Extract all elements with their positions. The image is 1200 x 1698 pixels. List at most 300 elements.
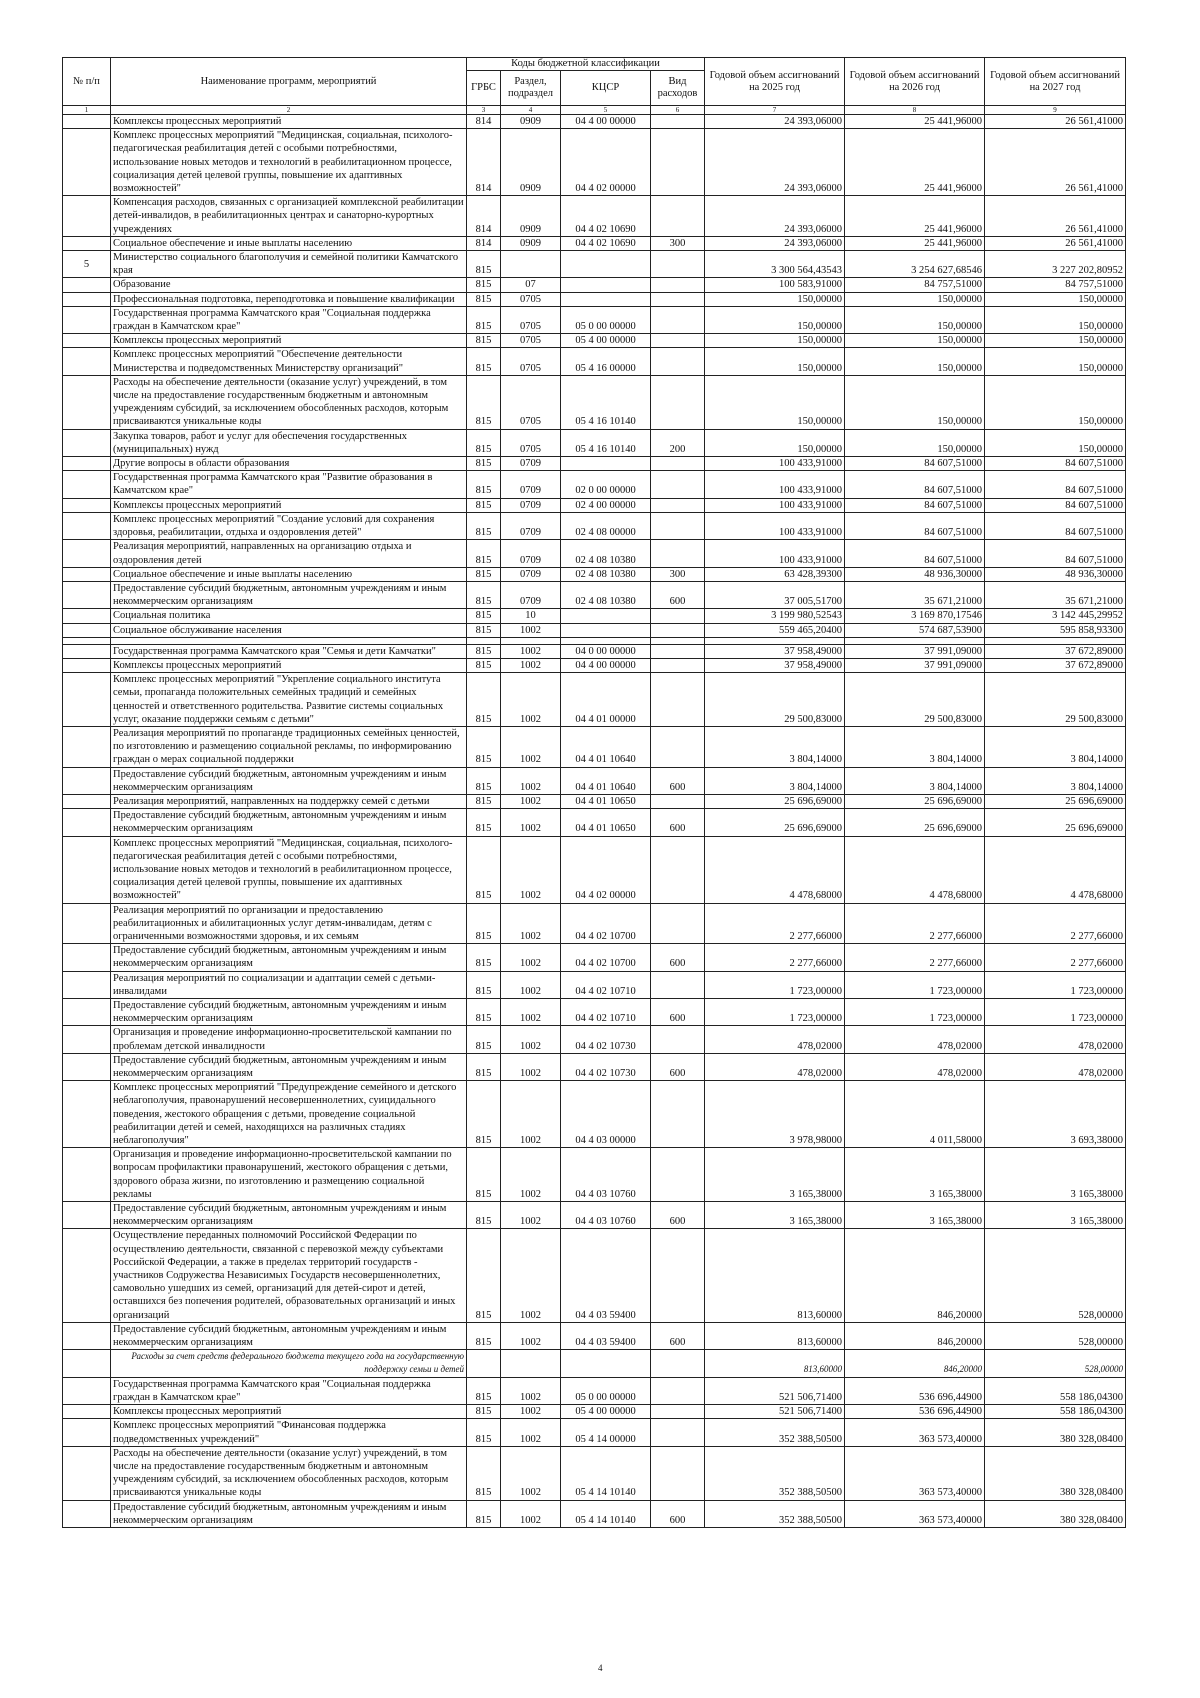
row-number-cell [63,794,111,808]
row-2027-cell: 84 607,51000 [985,471,1126,498]
row-2027-cell: 37 672,89000 [985,658,1126,672]
row-2026-cell: 150,00000 [845,334,985,348]
table-row [63,1202,1126,1229]
row-name-cell: Комплексы процессных мероприятий [111,498,467,512]
budget-page [62,57,1125,1528]
row-razdel-cell: 1002 [501,836,561,903]
col-number-header: № п/п [63,58,111,106]
row-2026-cell: 25 696,69000 [845,794,985,808]
row-razdel-cell: 1002 [501,1202,561,1229]
row-razdel-cell: 1002 [501,794,561,808]
row-kcsr-cell: 05 4 16 00000 [561,348,651,375]
row-razdel-cell: 0909 [501,129,561,196]
row-2027-cell: 48 936,30000 [985,567,1126,581]
row-name-cell: Государственная программа Камчатского края "Развитие образования в Камчатском крае" [111,471,467,498]
row-vid-cell [651,673,705,727]
row-2025-cell: 100 583,91000 [705,278,845,292]
row-2026-cell: 536 696,44900 [845,1405,985,1419]
col-name-header: Наименование программ, мероприятий [111,58,467,106]
spacer-cell [985,637,1126,644]
row-vid-cell [651,1229,705,1322]
row-2027-cell: 26 561,41000 [985,196,1126,237]
row-grbs-cell: 815 [467,581,501,608]
row-number-cell [63,658,111,672]
table-row [63,794,1126,808]
row-grbs-cell: 815 [467,999,501,1026]
row-kcsr-cell: 04 4 00 00000 [561,658,651,672]
row-2025-cell: 150,00000 [705,306,845,333]
row-grbs-cell: 815 [467,429,501,456]
row-razdel-cell: 0705 [501,306,561,333]
row-number-cell [63,1405,111,1419]
row-grbs-cell: 815 [467,644,501,658]
row-vid-cell [651,1148,705,1202]
row-name-cell: Государственная программа Камчатского края "Социальная поддержка граждан в Камчатском крае" [111,1377,467,1404]
row-name-cell: Реализация мероприятий по организации и предоставлению реабилитационных и абилитационных услуг детям-инвалидам, детям с ограниченными возможностями здоровья, и их семьям [111,903,467,944]
table-row [63,581,1126,608]
row-kcsr-cell: 04 4 02 10700 [561,903,651,944]
row-2027-cell: 3 693,38000 [985,1081,1126,1148]
row-number-cell [63,581,111,608]
row-vid-cell: 600 [651,1202,705,1229]
row-2025-cell: 813,60000 [705,1350,845,1377]
row-kcsr-cell: 04 4 02 10700 [561,944,651,971]
row-number-cell [63,457,111,471]
row-2025-cell: 100 433,91000 [705,540,845,567]
row-2026-cell: 84 607,51000 [845,498,985,512]
row-2027-cell: 3 227 202,80952 [985,251,1126,278]
row-number-cell [63,567,111,581]
row-razdel-cell: 1002 [501,623,561,637]
row-2027-cell: 1 723,00000 [985,999,1126,1026]
row-2027-cell: 528,00000 [985,1322,1126,1349]
row-razdel-cell: 1002 [501,1405,561,1419]
row-grbs-cell: 815 [467,1202,501,1229]
row-kcsr-cell: 04 4 01 10650 [561,809,651,836]
row-2025-cell: 100 433,91000 [705,471,845,498]
row-razdel-cell: 1002 [501,999,561,1026]
row-kcsr-cell: 02 4 08 10380 [561,540,651,567]
table-row [63,644,1126,658]
row-2025-cell: 24 393,06000 [705,196,845,237]
row-grbs-cell: 814 [467,196,501,237]
row-number-cell [63,673,111,727]
row-2025-cell: 3 165,38000 [705,1202,845,1229]
row-number-cell [63,129,111,196]
row-number-cell [63,540,111,567]
row-kcsr-cell [561,623,651,637]
row-vid-cell: 600 [651,767,705,794]
row-2025-cell: 25 696,69000 [705,809,845,836]
row-2027-cell: 150,00000 [985,292,1126,306]
spacer-cell [467,637,501,644]
row-2025-cell: 37 005,51700 [705,581,845,608]
row-vid-cell [651,292,705,306]
row-vid-cell [651,498,705,512]
row-name-cell: Комплекс процессных мероприятий "Финансовая поддержка подведомственных учреждений" [111,1419,467,1446]
row-number-cell [63,1377,111,1404]
row-2025-cell: 24 393,06000 [705,115,845,129]
row-grbs-cell: 815 [467,903,501,944]
row-2027-cell: 2 277,66000 [985,903,1126,944]
table-row [63,567,1126,581]
row-2025-cell: 2 277,66000 [705,903,845,944]
row-2025-cell: 478,02000 [705,1026,845,1053]
row-2026-cell: 478,02000 [845,1026,985,1053]
table-row [63,944,1126,971]
row-2026-cell: 846,20000 [845,1322,985,1349]
column-number-cell: 7 [705,106,845,115]
row-name-cell: Организация и проведение информационно-просветительской кампании по проблемам детской инвалидности [111,1026,467,1053]
row-2026-cell: 84 607,51000 [845,540,985,567]
row-2025-cell: 1 723,00000 [705,971,845,998]
table-row [63,658,1126,672]
row-vid-cell [651,129,705,196]
row-kcsr-cell: 05 0 00 00000 [561,306,651,333]
row-razdel-cell: 1002 [501,1229,561,1322]
row-vid-cell [651,1377,705,1404]
row-vid-cell [651,1081,705,1148]
row-kcsr-cell: 04 4 02 10710 [561,999,651,1026]
row-2027-cell: 150,00000 [985,348,1126,375]
row-number-cell [63,334,111,348]
row-razdel-cell: 1002 [501,903,561,944]
row-razdel-cell: 10 [501,609,561,623]
row-grbs-cell: 815 [467,1377,501,1404]
table-row [63,498,1126,512]
row-grbs-cell: 815 [467,292,501,306]
row-name-cell: Профессиональная подготовка, переподготовка и повышение квалификации [111,292,467,306]
row-2027-cell: 150,00000 [985,375,1126,429]
spacer-cell [111,637,467,644]
row-2027-cell: 84 607,51000 [985,540,1126,567]
row-grbs-cell: 815 [467,1081,501,1148]
row-number-cell [63,767,111,794]
row-grbs-cell: 815 [467,1053,501,1080]
row-kcsr-cell: 05 0 00 00000 [561,1377,651,1404]
row-2026-cell: 363 573,40000 [845,1419,985,1446]
row-kcsr-cell [561,278,651,292]
row-2026-cell: 150,00000 [845,429,985,456]
row-name-cell: Комплекс процессных мероприятий "Медицинская, социальная, психолого-педагогическая реабилитация детей с особыми потребностями, использование новых методов и технологий в реабилитационном процессе, социализация детей целевой группы, повышение их адаптивных возможностей" [111,836,467,903]
row-kcsr-cell: 04 4 03 59400 [561,1229,651,1322]
spacer-cell [845,637,985,644]
table-row [63,512,1126,539]
row-grbs-cell: 815 [467,306,501,333]
col-2027-header: Годовой объем ассигнований на 2027 год [985,58,1126,106]
table-row [63,767,1126,794]
row-kcsr-cell [561,251,651,278]
row-razdel-cell: 0705 [501,348,561,375]
table-row [63,375,1126,429]
row-2027-cell: 528,00000 [985,1350,1126,1377]
row-kcsr-cell [561,292,651,306]
row-vid-cell [651,196,705,237]
row-2027-cell: 380 328,08400 [985,1500,1126,1527]
row-2025-cell: 63 428,39300 [705,567,845,581]
row-vid-cell: 600 [651,999,705,1026]
row-grbs-cell: 814 [467,115,501,129]
row-vid-cell [651,375,705,429]
table-row [63,1229,1126,1322]
row-2026-cell: 3 169 870,17546 [845,609,985,623]
row-name-cell: Социальное обеспечение и иные выплаты населению [111,567,467,581]
row-2026-cell: 25 441,96000 [845,196,985,237]
row-name-cell: Комплексы процессных мероприятий [111,115,467,129]
row-razdel-cell: 0909 [501,196,561,237]
row-2026-cell: 37 991,09000 [845,644,985,658]
row-vid-cell [651,115,705,129]
row-vid-cell [651,334,705,348]
row-name-cell: Предоставление субсидий бюджетным, автономным учреждениям и иным некоммерческим организациям [111,1202,467,1229]
row-name-cell: Социальная политика [111,609,467,623]
row-razdel-cell: 1002 [501,944,561,971]
row-razdel-cell: 1002 [501,644,561,658]
row-2026-cell: 478,02000 [845,1053,985,1080]
row-2026-cell: 3 804,14000 [845,767,985,794]
row-2025-cell: 29 500,83000 [705,673,845,727]
row-kcsr-cell: 04 4 02 10690 [561,196,651,237]
table-row [63,903,1126,944]
row-name-cell: Комплекс процессных мероприятий "Укрепление социального института семьи, пропаганда положительных семейных традиций и семейных ценностей и ответственного родительства. Развитие системы социальных услуг, оказание поддержки семьям с детьми" [111,673,467,727]
row-number-cell [63,1419,111,1446]
row-2025-cell: 521 506,71400 [705,1405,845,1419]
table-row [63,673,1126,727]
row-2025-cell: 100 433,91000 [705,512,845,539]
row-2027-cell: 37 672,89000 [985,644,1126,658]
row-grbs-cell: 815 [467,1405,501,1419]
row-2025-cell: 100 433,91000 [705,457,845,471]
table-row [63,429,1126,456]
row-2026-cell: 84 607,51000 [845,512,985,539]
row-2026-cell: 35 671,21000 [845,581,985,608]
row-vid-cell [651,836,705,903]
row-vid-cell: 300 [651,567,705,581]
row-2026-cell: 84 607,51000 [845,471,985,498]
row-2027-cell: 1 723,00000 [985,971,1126,998]
row-razdel-cell: 0709 [501,581,561,608]
row-razdel-cell: 1002 [501,1053,561,1080]
row-2026-cell: 3 804,14000 [845,726,985,767]
row-2026-cell: 37 991,09000 [845,658,985,672]
row-razdel-cell: 1002 [501,1081,561,1148]
row-2026-cell: 3 165,38000 [845,1148,985,1202]
row-kcsr-cell: 05 4 14 10140 [561,1446,651,1500]
column-number-cell: 6 [651,106,705,115]
row-2025-cell: 3 165,38000 [705,1148,845,1202]
row-vid-cell [651,1446,705,1500]
row-number-cell [63,903,111,944]
row-number-cell [63,306,111,333]
row-number-cell [63,836,111,903]
row-grbs-cell: 815 [467,673,501,727]
table-row [63,836,1126,903]
row-2026-cell: 150,00000 [845,348,985,375]
row-kcsr-cell: 05 4 14 10140 [561,1500,651,1527]
row-grbs-cell: 815 [467,1446,501,1500]
row-grbs-cell: 815 [467,498,501,512]
row-number-cell: 5 [63,251,111,278]
row-grbs-cell: 814 [467,236,501,250]
row-kcsr-cell: 05 4 00 00000 [561,1405,651,1419]
row-2027-cell: 478,02000 [985,1026,1126,1053]
row-grbs-cell: 814 [467,129,501,196]
row-2027-cell: 3 804,14000 [985,767,1126,794]
table-row [63,540,1126,567]
row-2025-cell: 559 465,20400 [705,623,845,637]
row-2025-cell: 100 433,91000 [705,498,845,512]
row-number-cell [63,1322,111,1349]
row-2026-cell: 4 011,58000 [845,1081,985,1148]
row-kcsr-cell: 04 4 02 10690 [561,236,651,250]
row-kcsr-cell [561,1350,651,1377]
row-kcsr-cell [561,457,651,471]
row-grbs-cell: 815 [467,1229,501,1322]
row-kcsr-cell: 05 4 00 00000 [561,334,651,348]
row-vid-cell [651,609,705,623]
row-2025-cell: 813,60000 [705,1229,845,1322]
row-vid-cell [651,1026,705,1053]
row-number-cell [63,609,111,623]
row-vid-cell [651,512,705,539]
col-grbs-header: ГРБС [467,71,501,106]
row-grbs-cell: 815 [467,334,501,348]
row-2025-cell: 3 199 980,52543 [705,609,845,623]
table-row [63,1053,1126,1080]
table-row [63,129,1126,196]
table-row [63,471,1126,498]
row-2027-cell: 3 165,38000 [985,1202,1126,1229]
row-vid-cell [651,306,705,333]
table-row [63,348,1126,375]
row-vid-cell [651,471,705,498]
row-2025-cell: 37 958,49000 [705,658,845,672]
row-kcsr-cell: 04 4 03 59400 [561,1322,651,1349]
row-razdel-cell: 0705 [501,334,561,348]
row-2026-cell: 25 441,96000 [845,115,985,129]
row-razdel-cell: 1002 [501,1500,561,1527]
row-2026-cell: 846,20000 [845,1229,985,1322]
row-grbs-cell: 815 [467,794,501,808]
row-grbs-cell: 815 [467,658,501,672]
row-grbs-cell: 815 [467,348,501,375]
spacer-row [63,637,1126,644]
row-2025-cell: 478,02000 [705,1053,845,1080]
row-2025-cell: 3 300 564,43543 [705,251,845,278]
row-razdel-cell: 0705 [501,292,561,306]
column-number-cell: 3 [467,106,501,115]
row-number-cell [63,1026,111,1053]
row-vid-cell [651,348,705,375]
table-row [63,334,1126,348]
row-grbs-cell: 815 [467,809,501,836]
row-name-cell: Расходы на обеспечение деятельности (оказание услуг) учреждений, в том числе на предоставление государственным бюджетным и автономным учреждениям субсидий, за исключением обособленных расходов, которым присваиваются уникальные коды [111,375,467,429]
row-2027-cell: 528,00000 [985,1229,1126,1322]
row-razdel-cell: 1002 [501,673,561,727]
row-razdel-cell: 1002 [501,971,561,998]
row-2026-cell: 1 723,00000 [845,999,985,1026]
row-2025-cell: 150,00000 [705,348,845,375]
row-kcsr-cell: 02 4 08 10380 [561,581,651,608]
row-2027-cell: 2 277,66000 [985,944,1126,971]
row-2026-cell: 536 696,44900 [845,1377,985,1404]
column-number-row [63,106,1126,115]
row-grbs-cell: 815 [467,1026,501,1053]
row-kcsr-cell: 04 4 02 00000 [561,129,651,196]
row-number-cell [63,809,111,836]
row-2026-cell: 84 757,51000 [845,278,985,292]
row-vid-cell [651,903,705,944]
table-row [63,1322,1126,1349]
row-2027-cell: 380 328,08400 [985,1446,1126,1500]
row-kcsr-cell: 04 4 03 10760 [561,1202,651,1229]
row-grbs-cell: 815 [467,944,501,971]
table-row [63,196,1126,237]
row-number-cell [63,1053,111,1080]
row-kcsr-cell: 04 4 01 00000 [561,673,651,727]
row-grbs-cell: 815 [467,457,501,471]
row-2026-cell: 48 936,30000 [845,567,985,581]
row-2027-cell: 150,00000 [985,429,1126,456]
row-2027-cell: 35 671,21000 [985,581,1126,608]
row-name-cell: Комплексы процессных мероприятий [111,658,467,672]
row-2027-cell: 3 804,14000 [985,726,1126,767]
row-razdel-cell [501,251,561,278]
row-number-cell [63,1446,111,1500]
row-number-cell [63,292,111,306]
row-kcsr-cell: 02 4 08 00000 [561,512,651,539]
row-2027-cell: 84 757,51000 [985,278,1126,292]
column-number-cell: 5 [561,106,651,115]
row-kcsr-cell [561,609,651,623]
col-2026-header: Годовой объем ассигнований на 2026 год [845,58,985,106]
row-2025-cell: 352 388,50500 [705,1500,845,1527]
row-name-cell: Предоставление субсидий бюджетным, автономным учреждениям и иным некоммерческим организациям [111,999,467,1026]
row-kcsr-cell: 04 4 02 10730 [561,1026,651,1053]
row-name-cell: Социальное обслуживание населения [111,623,467,637]
row-name-cell: Предоставление субсидий бюджетным, автономным учреждениям и иным некоммерческим организациям [111,1500,467,1527]
row-2026-cell: 2 277,66000 [845,903,985,944]
row-2027-cell: 26 561,41000 [985,129,1126,196]
column-number-cell: 2 [111,106,467,115]
row-2026-cell: 574 687,53900 [845,623,985,637]
row-name-cell: Расходы за счет средств федерального бюджета текущего года на государственную поддержку семьи и детей [111,1350,467,1377]
row-vid-cell [651,658,705,672]
row-name-cell: Реализация мероприятий, направленных на поддержку семей с детьми [111,794,467,808]
row-number-cell [63,1202,111,1229]
row-2026-cell: 25 696,69000 [845,809,985,836]
row-2026-cell: 29 500,83000 [845,673,985,727]
row-2026-cell: 3 165,38000 [845,1202,985,1229]
table-row [63,1081,1126,1148]
table-row [63,292,1126,306]
row-vid-cell [651,1405,705,1419]
row-name-cell: Предоставление субсидий бюджетным, автономным учреждениям и иным некоммерческим организациям [111,581,467,608]
row-name-cell: Министерство социального благополучия и семейной политики Камчатского края [111,251,467,278]
row-number-cell [63,196,111,237]
table-row [63,306,1126,333]
row-grbs-cell: 815 [467,609,501,623]
row-2027-cell: 84 607,51000 [985,498,1126,512]
row-2025-cell: 521 506,71400 [705,1377,845,1404]
row-grbs-cell: 815 [467,471,501,498]
row-number-cell [63,1081,111,1148]
row-kcsr-cell: 02 4 08 10380 [561,567,651,581]
row-kcsr-cell: 04 4 01 10650 [561,794,651,808]
row-2025-cell: 25 696,69000 [705,794,845,808]
row-number-cell [63,944,111,971]
table-row [63,1350,1126,1377]
